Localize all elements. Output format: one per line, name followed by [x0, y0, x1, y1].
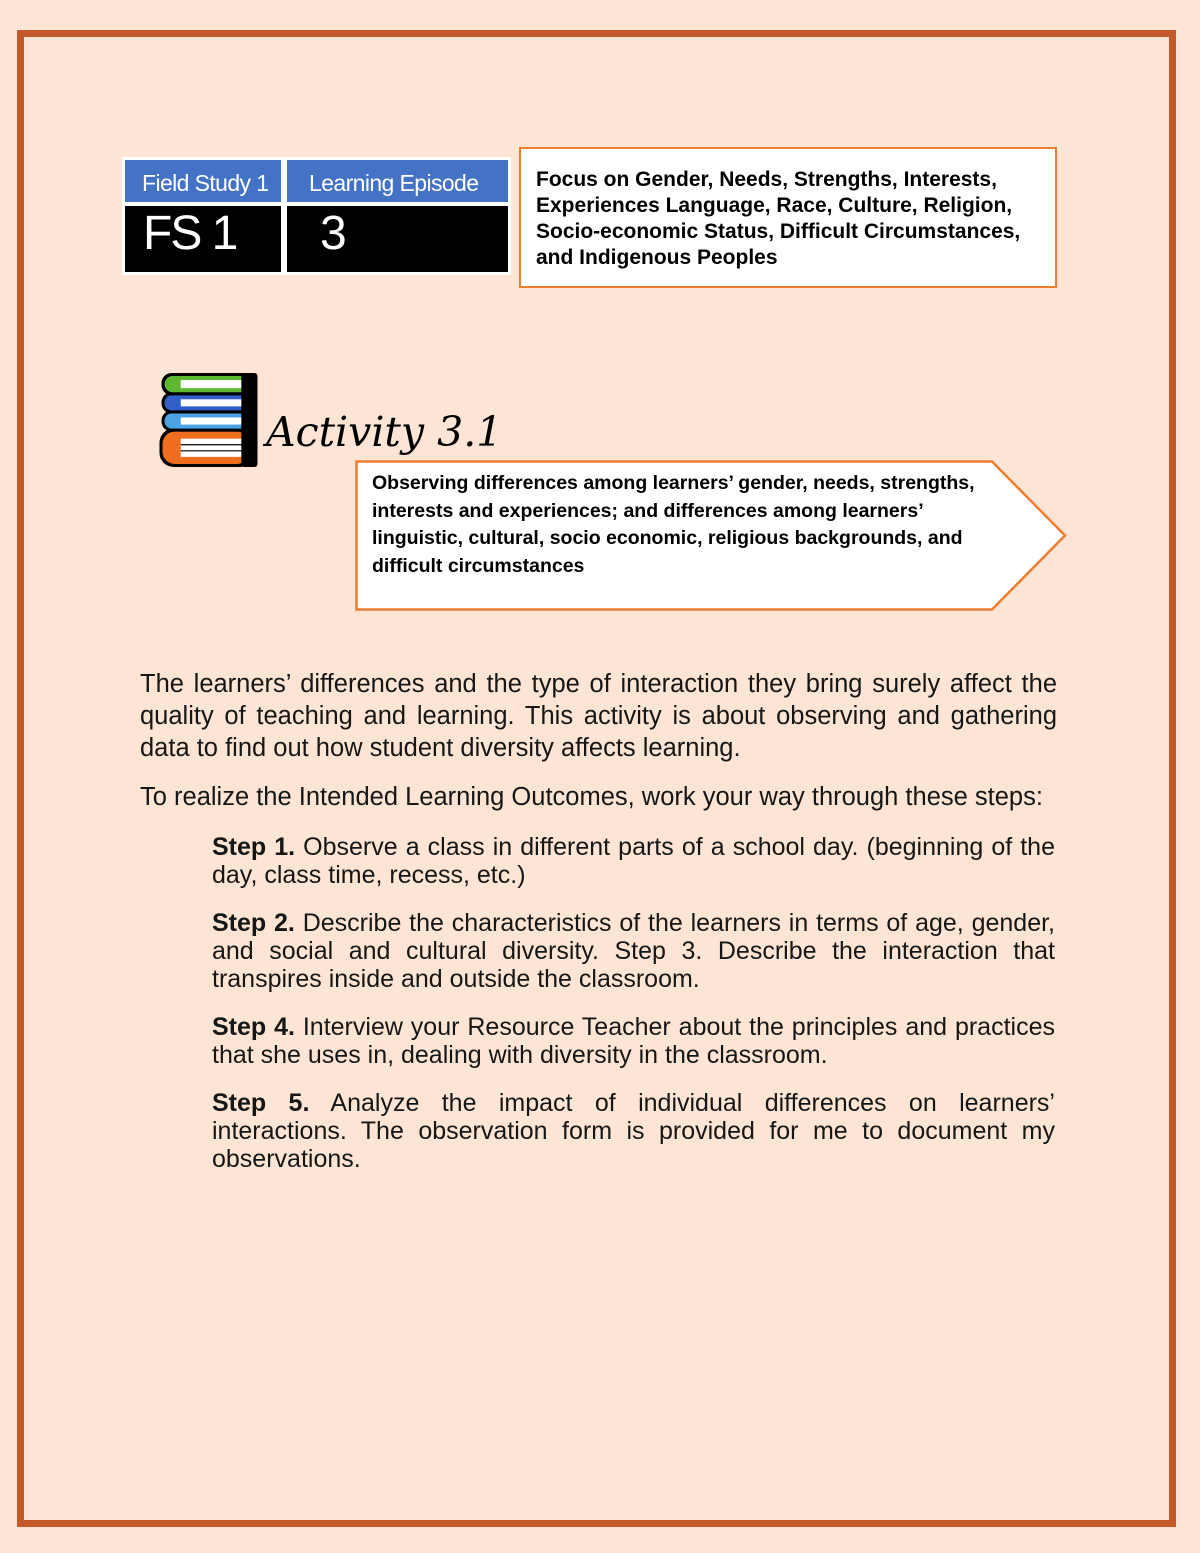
step-text: Observe a class in different parts of a school day. (beginning of the day, class time, recess, etc.) — [212, 833, 1055, 889]
step-label: Step 1. — [212, 833, 296, 861]
step-item — [212, 1013, 1055, 1069]
intro-paragraph: The learners’ differences and the type of interaction they bring surely affect the quality of teaching and learning. This activity is about observing and gathering data to find out how student diversity affects learning. — [140, 670, 1057, 762]
steps-intro: To realize the Intended Learning Outcomes, work your way through these steps: — [140, 783, 1043, 811]
body-content — [140, 668, 1057, 1193]
step-item — [212, 833, 1055, 889]
course-header-table — [122, 157, 511, 275]
activity-title: Activity 3.1 — [266, 408, 503, 456]
step-item — [212, 1089, 1055, 1173]
course-label: Field Study 1 — [125, 160, 281, 202]
step-text: Describe the characteristics of the learners in terms of age, gender, and social and cultural diversity. Step 3. Describe the interaction that transpires inside and outside the classroom. — [212, 909, 1055, 993]
activity-objective: Observing differences among learners’ gender, needs, strengths, interests and experiences; and differences among learners’ linguistic, cultural, socio economic, religious backgrounds, and difficult circumstances — [372, 472, 975, 577]
episode-number: 3 — [287, 206, 508, 272]
step-label: Step 4. — [212, 1013, 295, 1041]
step-label: Step 2. — [212, 909, 295, 937]
focus-text: Focus on Gender, Needs, Strengths, Interests, Experiences Language, Race, Culture, Religion, Socio-economic Status, Difficult Circumstances, and Indigenous Peoples — [536, 168, 1021, 269]
step-text: Analyze the impact of individual differences on learners’ interactions. The observation form is provided for me to document my observations. — [212, 1089, 1055, 1173]
step-text: Interview your Resource Teacher about the principles and practices that she uses in, dealing with diversity in the classroom. — [212, 1013, 1055, 1069]
objective-arrow-box — [354, 459, 1068, 612]
course-code: FS 1 — [125, 206, 281, 272]
episode-label: Learning Episode — [287, 160, 508, 202]
focus-box — [519, 147, 1057, 288]
step-label: Step 5. — [212, 1089, 310, 1117]
books-icon — [158, 372, 260, 468]
step-item — [212, 909, 1055, 993]
books-icon-graphic — [158, 372, 260, 468]
